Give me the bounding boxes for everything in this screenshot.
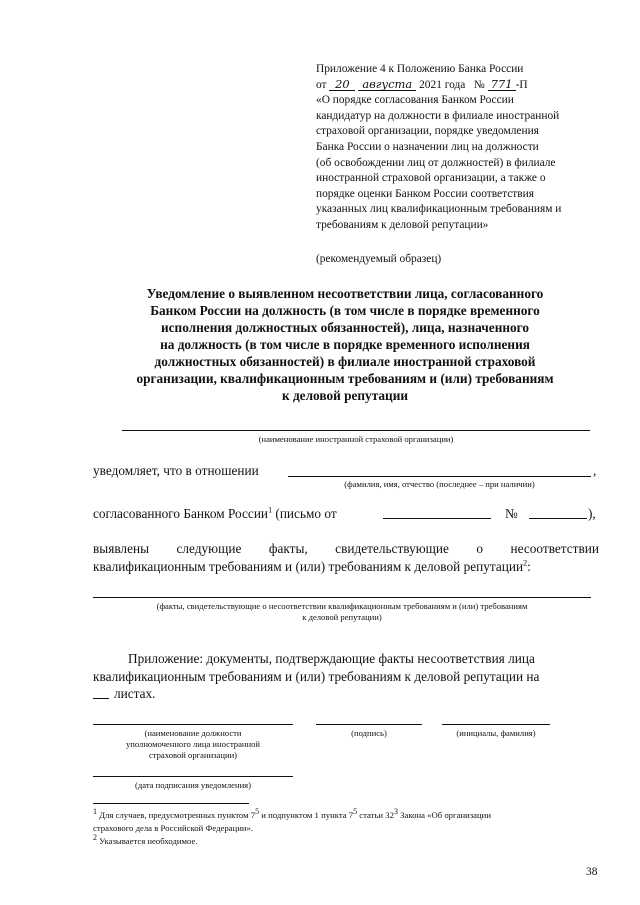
appendix-title-line: порядке оценки Банком России соответствия: [316, 187, 534, 200]
position-caption-line: (наименование должности: [144, 728, 242, 738]
facts-field[interactable]: [93, 597, 591, 598]
date-day: 20: [329, 78, 355, 91]
facts-caption-line-1: (факты, свидетельствующие о несоответствии квалификационным требованиям и (или) требованиям: [156, 601, 528, 611]
title-line: исполнения должностных обязанностей), лица, назначенного: [160, 320, 530, 335]
facts-colon: :: [527, 559, 531, 574]
appendix-title-line: иностранной страховой организации, а также о: [316, 172, 546, 185]
facts-line-1: выявлены следующие факты, свидетельствующие о несоответствии: [93, 541, 599, 556]
notifies-label: уведомляет, что в отношении: [93, 463, 259, 478]
attachment-line-1: Приложение: документы, подтверждающие факты несоответствия лица: [128, 651, 535, 666]
letter-close: ),: [588, 506, 596, 521]
date-year: 2021 года: [419, 78, 466, 91]
facts-caption-line-2: к деловой репутации): [302, 612, 382, 622]
document-title: [100, 285, 590, 404]
signing-date-field[interactable]: [93, 776, 293, 777]
appendix-title-line: указанных лиц квалификационным требованиям и: [316, 203, 562, 216]
signature-caption: (подпись): [351, 728, 387, 738]
attachment-line-2: квалификационным требованиям и (или) требованиям к деловой репутации на: [93, 669, 540, 684]
attachment-line-3: листах.: [114, 686, 156, 701]
signature-field[interactable]: [316, 724, 422, 725]
footnote-1-sup: 5: [353, 807, 358, 817]
position-field[interactable]: [93, 724, 293, 725]
appendix-title-line: «О порядке согласования Банком России: [316, 94, 514, 107]
number-prefix: №: [473, 78, 485, 91]
approved-label: согласованного Банком России: [93, 506, 269, 521]
footnote-separator: [93, 803, 249, 804]
person-name-caption: (фамилия, имя, отчество (последнее – при наличии): [344, 479, 535, 489]
footnote-1: [93, 809, 603, 821]
footnote-1-text: и подпунктом 1 пункта 7: [261, 810, 354, 820]
footnote-ref-1: 1: [268, 505, 273, 515]
appendix-title-line: Банка России о назначении лиц на должности: [316, 140, 539, 153]
footnote-2: [93, 835, 603, 847]
facts-line-2: [93, 558, 599, 576]
signing-date-caption: (дата подписания уведомления): [135, 780, 251, 790]
footnote-2-text: Указывается необходимое.: [99, 836, 198, 846]
person-name-field[interactable]: [288, 476, 591, 477]
letter-number-sign: №: [505, 506, 518, 521]
initials-field[interactable]: [442, 724, 550, 725]
position-caption-line: уполномоченного лица иностранной: [125, 739, 261, 749]
letter-from-label: (письмо от: [275, 506, 337, 521]
approved-line: [93, 505, 337, 522]
footnote-1-text: Закона «Об организации: [400, 810, 491, 820]
footnote-2-mark: 2: [93, 833, 97, 843]
page-number: 38: [586, 866, 598, 878]
appendix-title-line: страховой организации, порядке уведомления: [316, 125, 539, 138]
footnote-1-text: Для случаев, предусмотренных пунктом 7: [99, 810, 256, 820]
order-number: 771: [488, 78, 516, 91]
title-line: Уведомление о выявленном несоответствии лица, согласованного: [146, 286, 544, 301]
appendix-title-line: (об освобождении лиц от должностей) в филиале: [316, 156, 556, 169]
title-line: на должность (в том числе в порядке временного исполнения: [160, 337, 530, 352]
title-line: организации, квалификационным требованиям и (или) требованиям: [136, 371, 554, 386]
title-line: Банком России на должность (в том числе в порядке временного: [150, 303, 540, 318]
footnote-1-sup: 5: [255, 807, 260, 817]
facts-line-2-text: квалификационным требованиям и (или) требованиям к деловой репутации: [93, 559, 524, 574]
footnote-1-sup: 3: [393, 807, 398, 817]
footnote-1-mark: 1: [93, 807, 97, 817]
date-prefix: от: [316, 78, 327, 91]
notifies-comma: ,: [593, 463, 597, 478]
appendix-title-line: кандидатур на должности в филиале иностранной: [316, 109, 560, 122]
appendix-date-line: [316, 78, 616, 94]
org-name-caption: (наименование иностранной страховой организации): [258, 434, 454, 444]
appendix-header: [316, 62, 616, 234]
footnote-1-line-2: страхового дела в Российской Федерации».: [93, 823, 254, 833]
date-month: августа: [358, 78, 416, 91]
appendix-title-line: требованиям к деловой репутации»: [316, 218, 489, 231]
appendix-line-1: Приложение 4 к Положению Банка России: [316, 63, 524, 75]
initials-caption: (инициалы, фамилия): [456, 728, 536, 738]
org-name-field[interactable]: [122, 430, 590, 431]
letter-date-field[interactable]: [383, 518, 491, 519]
title-line: должностных обязанностей) в филиале иностранной страховой: [154, 354, 536, 369]
sheet-count-field[interactable]: [93, 698, 109, 699]
title-line: к деловой репутации: [281, 388, 409, 403]
sample-note: (рекомендуемый образец): [316, 253, 442, 265]
letter-number-field[interactable]: [529, 518, 587, 519]
position-caption-line: страховой организации): [148, 750, 238, 760]
number-suffix: -П: [515, 78, 528, 91]
footnote-1-text: статьи 32: [359, 810, 394, 820]
footnote-ref-2: 2: [523, 558, 528, 568]
